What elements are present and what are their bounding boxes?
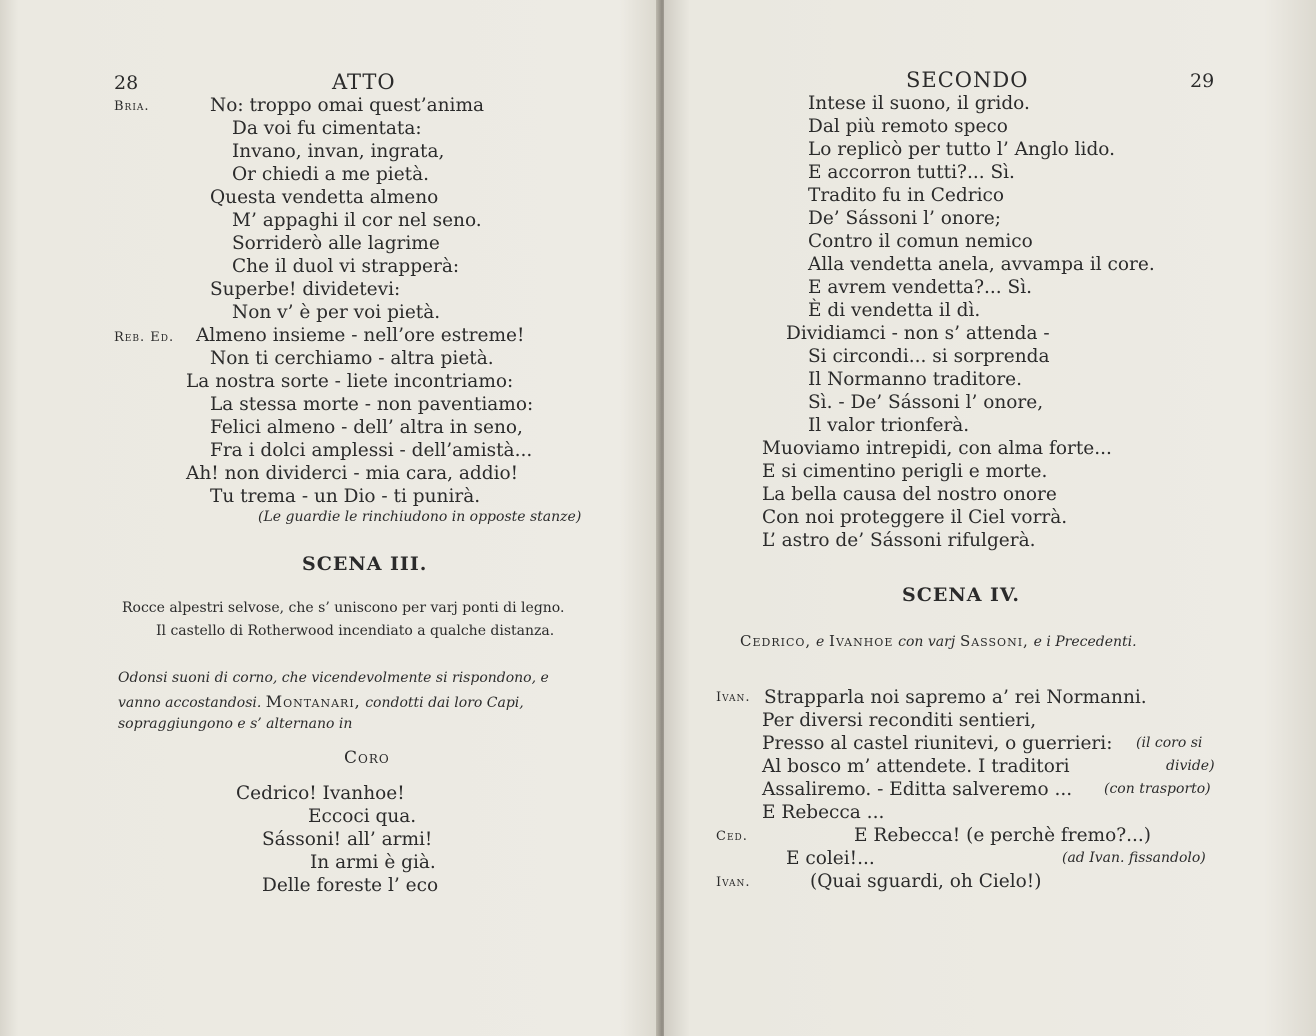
stage-direction (118, 692, 524, 711)
verse-line: L’ astro de’ Sássoni rifulgerà. (762, 530, 1036, 551)
setting-line: Rocce alpestri selvose, che s’ uniscono per varj ponti di legno. (122, 600, 565, 616)
verse-line: Contro il comun nemico (808, 231, 1033, 252)
speaker-label: Reb. Ed. (114, 330, 175, 345)
verse-line: Strapparla noi sapremo a’ rei Normanni. (764, 687, 1147, 708)
page-number: 28 (114, 72, 139, 94)
verse-line: Or chiedi a me pietà. (232, 164, 430, 185)
stage-direction: divide) (1166, 758, 1215, 774)
verse-line: Tu trema - un Dio - ti punirà. (210, 486, 481, 507)
stage-direction: (ad Ivan. fissandolo) (1062, 850, 1206, 866)
montanari-label: Montanari, (265, 692, 361, 711)
verse-line: Questa vendetta almeno (210, 187, 439, 208)
cast-name: Cedrico, (740, 632, 812, 650)
stage-direction: (il coro si (1136, 735, 1203, 751)
cast-connector: con varj (898, 634, 956, 650)
verse-line: Tradito fu in Cedrico (808, 185, 1004, 206)
right-page (664, 0, 1316, 1036)
verse-line: Presso al castel riunitevi, o guerrieri: (762, 733, 1113, 754)
verse-line: Felici almeno - dell’ altra in seno, (210, 417, 523, 438)
verse-line: Cedrico! Ivanhoe! (236, 783, 405, 804)
verse-line: Si circondi... si sorprenda (808, 346, 1050, 367)
running-head: SECONDO (906, 68, 1029, 92)
verse-line: Alla vendetta anela, avvampa il core. (808, 254, 1155, 275)
verse-line: E accorron tutti?... Sì. (808, 162, 1015, 183)
verse-line: La stessa morte - non paventiamo: (210, 394, 534, 415)
cast-connector: e i Precedenti. (1033, 634, 1137, 650)
verse-line: Delle foreste l’ eco (262, 875, 439, 896)
stage-direction-part: vanno accostandosi. (118, 695, 262, 711)
verse-line: Sássoni! all’ armi! (262, 829, 433, 850)
speaker-label: Bria. (114, 99, 150, 114)
verse-line: Da voi fu cimentata: (232, 118, 422, 139)
verse-line: M’ appaghi il cor nel seno. (232, 210, 482, 231)
verse-line: Al bosco m’ attendete. I traditori (762, 756, 1070, 777)
speaker-label: Ivan. (716, 690, 751, 705)
stage-direction-part: condotti dai loro Capi, (365, 695, 524, 711)
cast-connector: e (815, 634, 825, 650)
verse-line: Dal più remoto speco (808, 116, 1008, 137)
stage-direction: (Le guardie le rinchiudono in opposte stanze) (258, 509, 582, 525)
verse-line: E si cimentino perigli e morte. (762, 461, 1048, 482)
verse-line: No: troppo omai quest’anima (210, 95, 485, 116)
page-number: 29 (1190, 70, 1215, 92)
verse-line: La bella causa del nostro onore (762, 484, 1057, 505)
cast-name: Ivanhoe (829, 632, 894, 650)
setting-line: Il castello di Rotherwood incendiato a qualche distanza. (156, 623, 555, 639)
verse-line: Non ti cerchiamo - altra pietà. (210, 348, 494, 369)
verse-line: Per diversi reconditi sentieri, (762, 710, 1037, 731)
verse-line: Dividiamci - non s’ attenda - (786, 323, 1050, 344)
verse-line: Ah! non dividerci - mia cara, addio! (186, 463, 519, 484)
verse-line: Intese il suono, il grido. (808, 93, 1030, 114)
verse-line: De’ Sássoni l’ onore; (808, 208, 1001, 229)
verse-line: Sorriderò alle lagrime (232, 233, 440, 254)
stage-direction: Odonsi suoni di corno, che vicendevolmente si rispondono, e (118, 670, 549, 686)
verse-line: La nostra sorte - liete incontriamo: (186, 371, 514, 392)
verse-line: E Rebecca ... (762, 802, 885, 823)
stage-direction: (con trasporto) (1104, 781, 1211, 797)
cast-list (740, 632, 1137, 650)
verse-line: Che il duol vi strapperà: (232, 256, 460, 277)
verse-line: Sì. - De’ Sássoni l’ onore, (808, 392, 1044, 413)
verse-line: Assaliremo. - Editta salveremo ... (762, 779, 1073, 800)
verse-line: Non v’ è per voi pietà. (232, 302, 441, 323)
verse-line: Fra i dolci amplessi - dell’amistà... (210, 440, 533, 461)
verse-line: Almeno insieme - nell’ore estreme! (196, 325, 525, 346)
verse-line: (Quai sguardi, oh Cielo!) (810, 871, 1042, 892)
cast-name: Sassoni, (959, 632, 1029, 650)
verse-line: È di vendetta il dì. (808, 300, 981, 321)
verse-line: In armi è già. (310, 852, 436, 873)
verse-line: Lo replicò per tutto l’ Anglo lido. (808, 139, 1116, 160)
verse-line: Superbe! dividetevi: (210, 279, 401, 300)
coro-label: Coro (344, 748, 390, 768)
speaker-label: Ivan. (716, 875, 751, 890)
stage-direction: sopraggiungono e s’ alternano in (118, 716, 353, 732)
scene-title: SCENA IV. (902, 584, 1020, 606)
scene-title: SCENA III. (302, 553, 428, 575)
verse-line: E Rebecca! (e perchè fremo?...) (854, 825, 1152, 846)
verse-line: Il valor trionferà. (808, 415, 970, 436)
verse-line: Con noi proteggere il Ciel vorrà. (762, 507, 1068, 528)
verse-line: E colei!... (786, 848, 875, 869)
verse-line: Muoviamo intrepidi, con alma forte... (762, 438, 1112, 459)
verse-line: Invano, invan, ingrata, (232, 141, 445, 162)
verse-line: E avrem vendetta?... Sì. (808, 277, 1032, 298)
verse-line: Eccoci qua. (308, 806, 417, 827)
running-head: ATTO (332, 70, 396, 94)
speaker-label: Ced. (716, 829, 748, 844)
verse-line: Il Normanno traditore. (808, 369, 1023, 390)
